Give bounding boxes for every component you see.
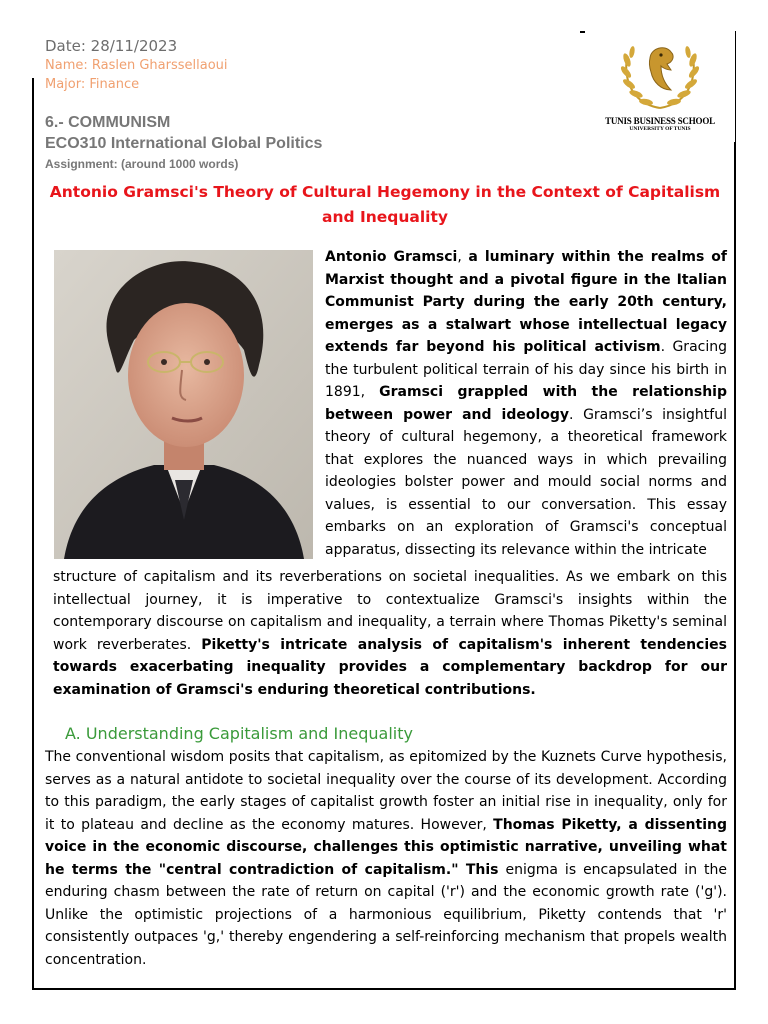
intro-continuation [53,566,727,701]
header-meta [45,36,228,94]
section-a-paragraph [45,746,727,971]
unit-title: 6.- COMMUNISM [45,114,171,131]
intro-text-3: . Gramsci’s insightful theory of cultural hegemony, a theoretical framework that explores the nuanced ways in which prevailing ideologies bolster power and mould social norms and values, is essential to our conversation. This essay embarks on an exploration of Gramsci's conceptual apparatus, dissecting its relevance within the intricate [325,406,727,558]
intro-paragraph [325,246,727,561]
major-line: Major: Finance [45,77,140,92]
assignment-note: Assignment: (around 1000 words) [45,157,239,171]
section-a-text-2: enigma is encapsulated in the enduring chasm between the rate of return on capital ('r') and the economic growth rate ('g'). Unlike the optimistic projections of a harmonious equilibrium, Piketty contends that 'r' consistently outpaces 'g,' thereby engendering a self-reinforcing mechanism that propels wealth concentration. [45,861,727,968]
intro-bold-2: a luminary within the realms of Marxist thought and a pivotal figure in the Italian Communist Party during the early 20th century, emerges as a stalwart whose intellectual legacy extends far beyond his political activism [325,249,727,355]
intro-text-2: . Gracing the turbulent political terrain of his day since his birth in 1891, [325,339,727,400]
essay-title: Antonio Gramsci's Theory of Cultural Hegemony in the Context of Capitalism and Inequality [49,183,721,226]
school-logo [590,36,730,141]
course-title: ECO310 International Global Politics [45,135,323,152]
section-a-text-1: The conventional wisdom posits that capitalism, as epitomized by the Kuznets Curve hypothesis, serves as a natural antidote to societal inequality over the course of its development. According to this paradigm, the early stages of capitalist growth foster an initial rise in inequality, only for it to plateau and decline as the economy matures. However, [45,749,727,833]
intro-bold-3: Gramsci grappled with the relationship between power and ideology [325,384,728,423]
portrait-photo-icon [54,250,313,559]
eagle-laurel-emblem-icon [615,36,705,114]
course-info [45,113,322,173]
intro-cont-text: structure of capitalism and its reverberations on societal inequalities. As we embark on this intellectual journey, it is imperative to contextualize Gramsci's insights within the contemporary discourse on capitalism and inequality, a terrain where Thomas Piketty's seminal work reverberates. [53,569,727,653]
section-a-bold: Thomas Piketty, a dissenting voice in the economic discourse, challenges this optimistic narrative, unveiling what he terms the "central contradiction of capitalism." This [45,816,727,878]
name-line: Name: Raslen Gharssellaoui [45,58,228,73]
school-name: TUNIS BUSINESS SCHOOL [605,116,715,126]
intro-bold-1: Antonio Gramsci [325,249,458,265]
date-line: Date: 28/11/2023 [45,37,178,55]
section-a-heading: A. Understanding Capitalism and Inequality [65,724,413,743]
university-name: UNIVERSITY OF TUNIS [629,126,691,132]
intro-text-1: , [457,249,469,265]
intro-cont-bold: Piketty's intricate analysis of capitalism's inherent tendencies towards exacerbating inequality provides a complementary backdrop for our examination of Gramsci's enduring theoretical contributions. [53,636,727,698]
